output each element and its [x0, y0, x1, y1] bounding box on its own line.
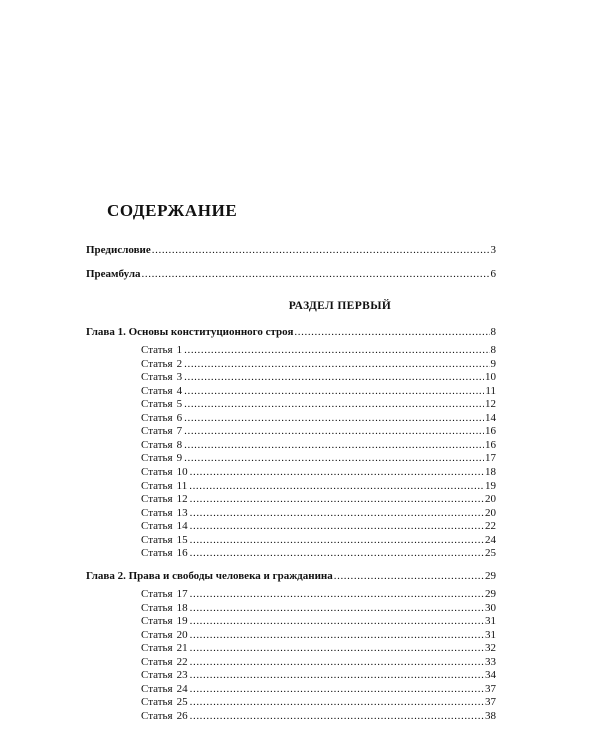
- article-number: 4: [176, 384, 183, 397]
- toc-entry-preface[interactable]: [86, 244, 496, 257]
- toc-entry-article[interactable]: [141, 398, 496, 411]
- toc-entry-article[interactable]: [141, 520, 496, 533]
- toc-entry-page: 8: [490, 344, 496, 356]
- toc-entry-page: 33: [485, 655, 496, 668]
- dot-leader: [184, 344, 489, 357]
- article-word: Статья: [141, 669, 173, 682]
- article-word: Статья: [141, 344, 173, 356]
- toc-entry-article[interactable]: [141, 385, 496, 398]
- toc-entry-page: 19: [485, 479, 496, 492]
- article-number: 1: [176, 344, 183, 356]
- toc-entry-page: 37: [485, 682, 496, 695]
- toc-entry-page: 22: [485, 520, 496, 533]
- dot-leader: [190, 642, 484, 655]
- article-word: Статья: [141, 520, 173, 533]
- toc-entry-page: 3: [490, 244, 496, 256]
- toc-entry-page: 11: [485, 384, 496, 397]
- article-number: 23: [176, 669, 188, 682]
- article-number: 5: [176, 398, 183, 411]
- toc-entry-page: 24: [485, 533, 496, 546]
- article-number: 12: [176, 493, 188, 506]
- article-number: 8: [176, 438, 183, 451]
- toc-entry-page: 18: [485, 465, 496, 478]
- article-word: Статья: [141, 465, 173, 478]
- dot-leader: [190, 696, 484, 709]
- article-word: Статья: [141, 452, 173, 465]
- toc-entry-article[interactable]: [141, 547, 496, 560]
- dot-leader: [190, 710, 484, 723]
- article-number: 2: [176, 357, 183, 370]
- dot-leader: [190, 683, 484, 696]
- article-number: 19: [176, 615, 188, 628]
- article-number: 6: [176, 411, 183, 424]
- toc-entry-article[interactable]: [141, 642, 496, 655]
- dot-leader: [184, 425, 484, 438]
- toc-entry-article[interactable]: [141, 696, 496, 709]
- article-word: Статья: [141, 411, 173, 424]
- article-number: 14: [176, 520, 188, 533]
- toc-entry-article[interactable]: [141, 452, 496, 465]
- toc-entry-article[interactable]: [141, 344, 496, 357]
- article-word: Статья: [141, 588, 173, 600]
- article-word: Статья: [141, 655, 173, 668]
- article-number: 9: [176, 452, 183, 465]
- toc-entry-preamble[interactable]: [86, 268, 496, 281]
- article-number: 16: [176, 547, 188, 560]
- page-title: СОДЕРЖАНИЕ: [107, 201, 238, 220]
- article-number: 10: [176, 465, 188, 478]
- dot-leader: [190, 493, 484, 506]
- article-number: 13: [176, 506, 188, 519]
- toc-entry-label: Преамбула: [86, 268, 141, 280]
- dot-leader: [152, 244, 490, 257]
- toc-entry-article[interactable]: [141, 358, 496, 371]
- article-word: Статья: [141, 682, 173, 695]
- toc-entry-article[interactable]: [141, 669, 496, 682]
- toc-entry-article[interactable]: [141, 480, 496, 493]
- toc-entry-article[interactable]: [141, 656, 496, 669]
- article-number: 11: [176, 479, 188, 492]
- article-number: 22: [176, 655, 188, 668]
- article-number: 26: [176, 710, 188, 722]
- dot-leader: [190, 588, 484, 601]
- toc-entry-article[interactable]: [141, 615, 496, 628]
- toc-entry-page: 9: [490, 357, 496, 370]
- dot-leader: [184, 385, 484, 398]
- dot-leader: [190, 615, 484, 628]
- dot-leader: [334, 570, 484, 583]
- article-number: 17: [176, 588, 188, 600]
- dot-leader: [189, 480, 484, 493]
- toc-entry-page: 6: [490, 268, 496, 280]
- article-word: Статья: [141, 384, 173, 397]
- article-word: Статья: [141, 438, 173, 451]
- article-word: Статья: [141, 547, 173, 560]
- dot-leader: [184, 412, 484, 425]
- toc-entry-article[interactable]: [141, 425, 496, 438]
- article-word: Статья: [141, 710, 173, 722]
- toc-entry-page: 16: [485, 438, 496, 451]
- article-word: Статья: [141, 479, 173, 492]
- toc-entry-article[interactable]: [141, 507, 496, 520]
- toc-entry-article[interactable]: [141, 629, 496, 642]
- toc-entry-article[interactable]: [141, 683, 496, 696]
- dot-leader: [184, 452, 484, 465]
- article-word: Статья: [141, 398, 173, 411]
- toc-entry-page: 10: [485, 371, 496, 384]
- article-word: Статья: [141, 696, 173, 709]
- dot-leader: [190, 629, 484, 642]
- toc-entry-label: Глава 2. Права и свободы человека и гражданина: [86, 570, 333, 582]
- toc-entry-label: Глава 1. Основы конституционного строя: [86, 326, 294, 338]
- dot-leader: [190, 656, 484, 669]
- dot-leader: [190, 534, 484, 547]
- toc-entry-article[interactable]: [141, 534, 496, 547]
- toc-entry-page: 17: [485, 452, 496, 465]
- toc-entry-page: 16: [485, 425, 496, 438]
- dot-leader: [190, 466, 484, 479]
- article-word: Статья: [141, 371, 173, 384]
- dot-leader: [184, 358, 489, 371]
- dot-leader: [190, 669, 484, 682]
- toc-entry-label: Предисловие: [86, 244, 151, 256]
- toc-entry-article[interactable]: [141, 588, 496, 601]
- article-number: 20: [176, 628, 188, 641]
- article-word: Статья: [141, 628, 173, 641]
- toc-entry-page: 8: [490, 326, 496, 338]
- dot-leader: [190, 547, 484, 560]
- article-number: 25: [176, 696, 188, 709]
- toc-entry-page: 32: [485, 642, 496, 655]
- article-word: Статья: [141, 357, 173, 370]
- toc-entry-page: 12: [485, 398, 496, 411]
- dot-leader: [190, 507, 484, 520]
- toc-entry-page: 38: [485, 710, 496, 722]
- article-word: Статья: [141, 506, 173, 519]
- toc-entry-article[interactable]: [141, 371, 496, 384]
- article-word: Статья: [141, 642, 173, 655]
- article-number: 18: [176, 601, 188, 614]
- toc-entry-chapter[interactable]: [86, 570, 496, 583]
- dot-leader: [184, 398, 484, 411]
- toc-entry-page: 31: [485, 628, 496, 641]
- toc-entry-article[interactable]: [141, 602, 496, 615]
- toc-entry-article[interactable]: [141, 439, 496, 452]
- toc-entry-article[interactable]: [141, 493, 496, 506]
- toc-entry-article[interactable]: [141, 466, 496, 479]
- article-number: 21: [176, 642, 188, 655]
- toc-entry-page: 30: [485, 601, 496, 614]
- article-number: 3: [176, 371, 183, 384]
- toc-entry-article[interactable]: [141, 710, 496, 723]
- article-word: Статья: [141, 533, 173, 546]
- dot-leader: [184, 439, 484, 452]
- toc-entry-chapter[interactable]: [86, 326, 496, 339]
- dot-leader: [142, 268, 490, 281]
- article-number: 15: [176, 533, 188, 546]
- toc-entry-page: 29: [485, 588, 496, 600]
- toc-entry-page: 31: [485, 615, 496, 628]
- article-number: 7: [176, 425, 183, 438]
- dot-leader: [184, 371, 484, 384]
- toc-entry-page: 37: [485, 696, 496, 709]
- dot-leader: [190, 520, 484, 533]
- article-word: Статья: [141, 601, 173, 614]
- article-word: Статья: [141, 615, 173, 628]
- dot-leader: [294, 326, 489, 339]
- toc-entry-page: 25: [485, 547, 496, 560]
- dot-leader: [190, 602, 484, 615]
- toc-entry-page: 20: [485, 493, 496, 506]
- toc-entry-page: 14: [485, 411, 496, 424]
- toc-entry-page: 20: [485, 506, 496, 519]
- section-heading: РАЗДЕЛ ПЕРВЫЙ: [288, 300, 392, 312]
- toc-entry-page: 34: [485, 669, 496, 682]
- toc-entry-article[interactable]: [141, 412, 496, 425]
- toc-entry-page: 29: [485, 570, 496, 582]
- article-word: Статья: [141, 493, 173, 506]
- article-word: Статья: [141, 425, 173, 438]
- article-number: 24: [176, 682, 188, 695]
